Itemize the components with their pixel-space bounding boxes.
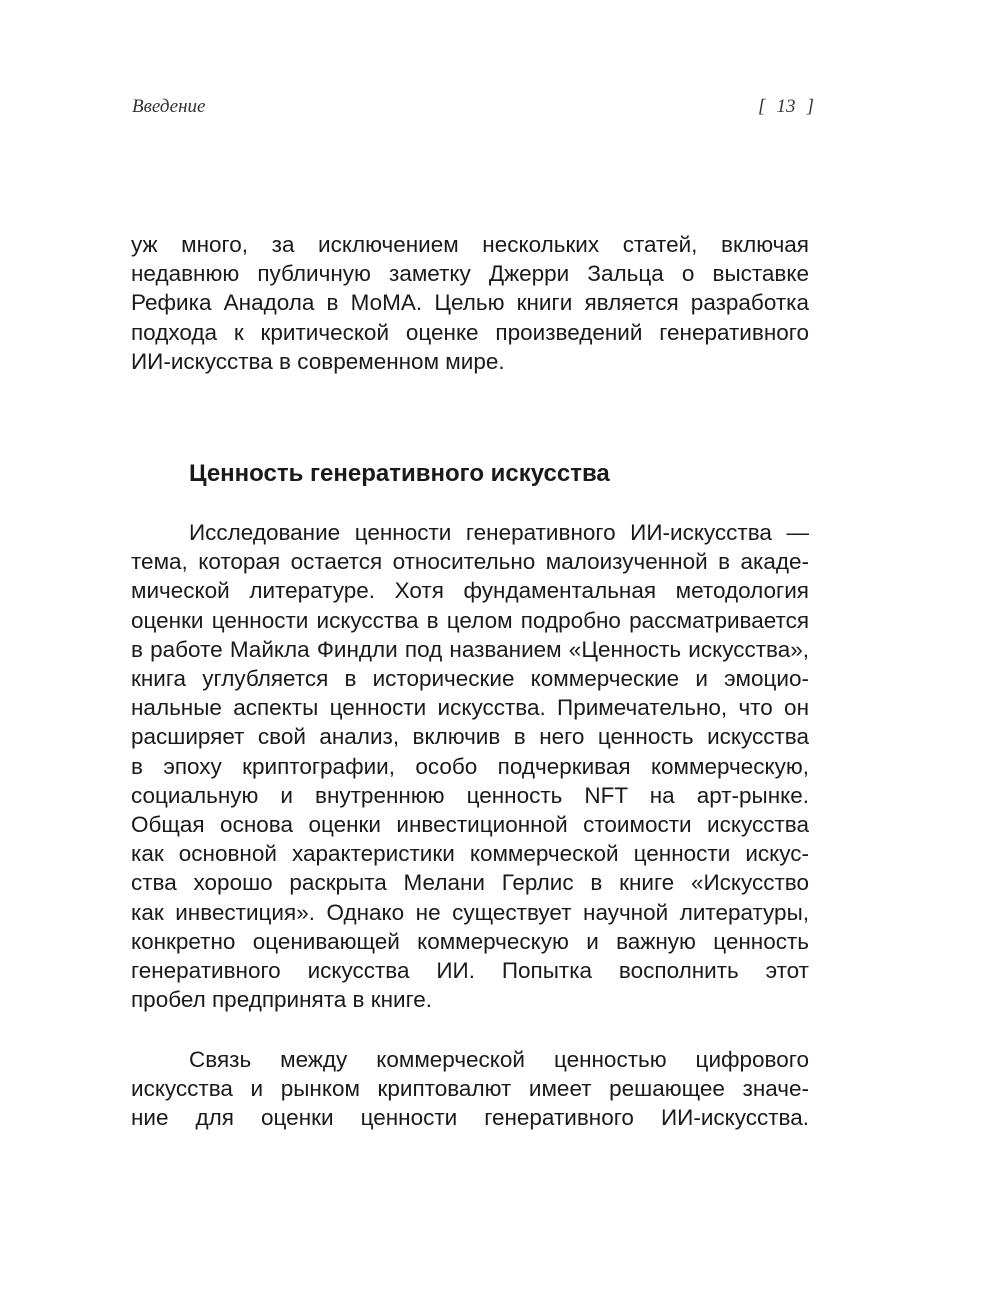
bracket-open: [ [758,96,766,117]
section-heading: Ценность генеративного искусства [189,460,610,487]
page-number-value: 13 [776,96,796,117]
text-line: уж много, за исключением нескольких статей, включая [131,232,809,257]
text-line: Общая основа оценки инвестиционной стоимости искусства [131,812,809,838]
text-line: расширяет свой анализ, включив в него ценность искусства [131,724,809,750]
paragraph-value-research [131,518,809,1014]
text-line: тема, которая остается относительно малоизученной в акаде- [131,549,809,575]
text-line: ИИ-искусства в современном мире. [131,348,505,374]
text-line: пробел предпринята в книге. [131,987,433,1013]
text-line: искусства и рынком криптовалют имеет решающее значе- [131,1076,809,1102]
text-line: Связь между коммерческой ценностью цифрового [189,1047,809,1072]
text-line: недавнюю публичную заметку Джерри Зальца о выставке [131,261,809,287]
text-line: Рефика Анадола в МоМА. Целью книги является разработка [131,290,809,316]
text-line: социальную и внутреннюю ценность NFT на арт-рынке. [131,782,809,808]
text-line: как основной характеристики коммерческой ценности искус- [131,841,809,867]
paragraph-crypto-link [131,1045,809,1133]
text-line: в работе Майкла Финдли под названием «Ценность искусства», [131,636,809,662]
text-line: оценки ценности искусства в целом подробно рассматривается [131,607,809,633]
page-number [758,96,814,118]
text-line: ства хорошо раскрыта Мелани Герлис в книге «Искусство [131,870,809,896]
text-line: как инвестиция». Однако не существует научной литературы, [131,899,809,925]
text-line: нальные аспекты ценности искусства. Примечательно, что он [131,695,809,721]
text-line: книга углубляется в исторические коммерческие и эмоцио- [131,666,809,692]
text-line: подхода к критической оценке произведений генеративного [131,319,809,345]
paragraph-continued [131,230,809,376]
text-line: мической литературе. Хотя фундаментальная методология [131,578,809,604]
text-line: Исследование ценности генеративного ИИ-искусства — [189,520,809,545]
text-line: ние для оценки ценности генеративного ИИ-искусства. [131,1105,809,1131]
bracket-close: ] [806,96,814,117]
text-line: конкретно оценивающей коммерческую и важную ценность [131,928,809,954]
text-line: в эпоху криптографии, особо подчеркивая коммерческую, [131,753,809,779]
running-head: Введение [132,96,206,117]
text-line: генеративного искусства ИИ. Попытка восполнить этот [131,958,809,984]
